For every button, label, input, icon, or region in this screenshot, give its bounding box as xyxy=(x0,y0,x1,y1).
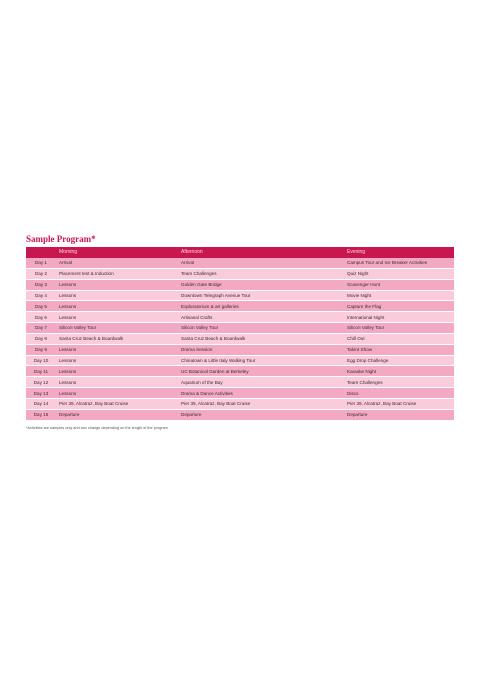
morning-cell: Lessons xyxy=(56,355,178,366)
table-row xyxy=(26,301,454,312)
afternoon-cell: Team Challenges xyxy=(178,268,344,279)
table-row xyxy=(26,290,454,301)
header-evening: Evening xyxy=(344,247,454,258)
table-row xyxy=(26,355,454,366)
day-cell: Day 8 xyxy=(26,333,56,344)
day-cell: Day 13 xyxy=(26,388,56,399)
evening-cell: Capture the Flag xyxy=(344,301,454,312)
table-body xyxy=(26,258,454,420)
morning-cell: Arrival xyxy=(56,258,178,268)
evening-cell: Movie Night xyxy=(344,290,454,301)
table-row xyxy=(26,333,454,344)
morning-cell: Lessons xyxy=(56,279,178,290)
day-cell: Day 4 xyxy=(26,290,56,301)
afternoon-cell: Santa Cruz Beach & Boardwalk xyxy=(178,333,344,344)
table-row xyxy=(26,366,454,377)
afternoon-cell: Downtown Telegraph Avenue Tour xyxy=(178,290,344,301)
afternoon-cell: Arrival xyxy=(178,258,344,268)
afternoon-cell: Aquarium of the Bay xyxy=(178,377,344,388)
evening-cell: Egg Drop Challenge xyxy=(344,355,454,366)
morning-cell: Santa Cruz Beach & Boardwalk xyxy=(56,333,178,344)
table-row xyxy=(26,323,454,334)
header-day xyxy=(26,247,56,258)
table-row xyxy=(26,268,454,279)
afternoon-cell: UC Botanical Garden at Berkeley xyxy=(178,366,344,377)
header-morning: Morning xyxy=(56,247,178,258)
table-row xyxy=(26,398,454,409)
day-cell: Day 15 xyxy=(26,409,56,420)
evening-cell: Scavenger Hunt xyxy=(344,279,454,290)
day-cell: Day 14 xyxy=(26,398,56,409)
day-cell: Day 9 xyxy=(26,344,56,355)
program-table xyxy=(26,247,454,421)
morning-cell: Departure xyxy=(56,409,178,420)
morning-cell: Placement test & Induction xyxy=(56,268,178,279)
table-row xyxy=(26,258,454,268)
table-row xyxy=(26,344,454,355)
table-header-row xyxy=(26,247,454,258)
day-cell: Day 3 xyxy=(26,279,56,290)
evening-cell: Talent Show xyxy=(344,344,454,355)
evening-cell: International Night xyxy=(344,312,454,323)
evening-cell: Pier 39, Alcatraz, Bay Boat Cruise xyxy=(344,398,454,409)
evening-cell: Silicon Valley Tour xyxy=(344,323,454,334)
afternoon-cell: Drama Session xyxy=(178,344,344,355)
morning-cell: Lessons xyxy=(56,388,178,399)
morning-cell: Lessons xyxy=(56,377,178,388)
table-row xyxy=(26,388,454,399)
morning-cell: Lessons xyxy=(56,366,178,377)
afternoon-cell: Silicon Valley Tour xyxy=(178,323,344,334)
day-cell: Day 7 xyxy=(26,323,56,334)
evening-cell: Departure xyxy=(344,409,454,420)
evening-cell: Team Challenges xyxy=(344,377,454,388)
table-row xyxy=(26,409,454,420)
morning-cell: Lessons xyxy=(56,312,178,323)
table-row xyxy=(26,312,454,323)
afternoon-cell: Exploratorium & art galleries xyxy=(178,301,344,312)
day-cell: Day 6 xyxy=(26,312,56,323)
afternoon-cell: Drama & Dance Activities xyxy=(178,388,344,399)
evening-cell: Campus Tour and Ice Breaker Activities xyxy=(344,258,454,268)
morning-cell: Lessons xyxy=(56,301,178,312)
day-cell: Day 2 xyxy=(26,268,56,279)
afternoon-cell: Artisanal Crafts xyxy=(178,312,344,323)
evening-cell: Disco xyxy=(344,388,454,399)
day-cell: Day 12 xyxy=(26,377,56,388)
table-row xyxy=(26,377,454,388)
day-cell: Day 11 xyxy=(26,366,56,377)
evening-cell: Karaoke Night xyxy=(344,366,454,377)
afternoon-cell: Golden Gate Bridge xyxy=(178,279,344,290)
footnote: *Activities are samples only and can change depending on the length of the program xyxy=(26,426,168,430)
page-title: Sample Program* xyxy=(26,234,96,244)
day-cell: Day 10 xyxy=(26,355,56,366)
day-cell: Day 1 xyxy=(26,258,56,268)
day-cell: Day 5 xyxy=(26,301,56,312)
morning-cell: Silicon Valley Tour xyxy=(56,323,178,334)
morning-cell: Pier 39, Alcatraz, Bay Boat Cruise xyxy=(56,398,178,409)
header-afternoon: Afternoon xyxy=(178,247,344,258)
afternoon-cell: Pier 39, Alcatraz, Bay Boat Cruise xyxy=(178,398,344,409)
afternoon-cell: Departure xyxy=(178,409,344,420)
morning-cell: Lessons xyxy=(56,344,178,355)
evening-cell: Chill Out xyxy=(344,333,454,344)
morning-cell: Lessons xyxy=(56,290,178,301)
afternoon-cell: Chinatown & Little Italy Walking Tour xyxy=(178,355,344,366)
table-row xyxy=(26,279,454,290)
evening-cell: Quiz Night xyxy=(344,268,454,279)
